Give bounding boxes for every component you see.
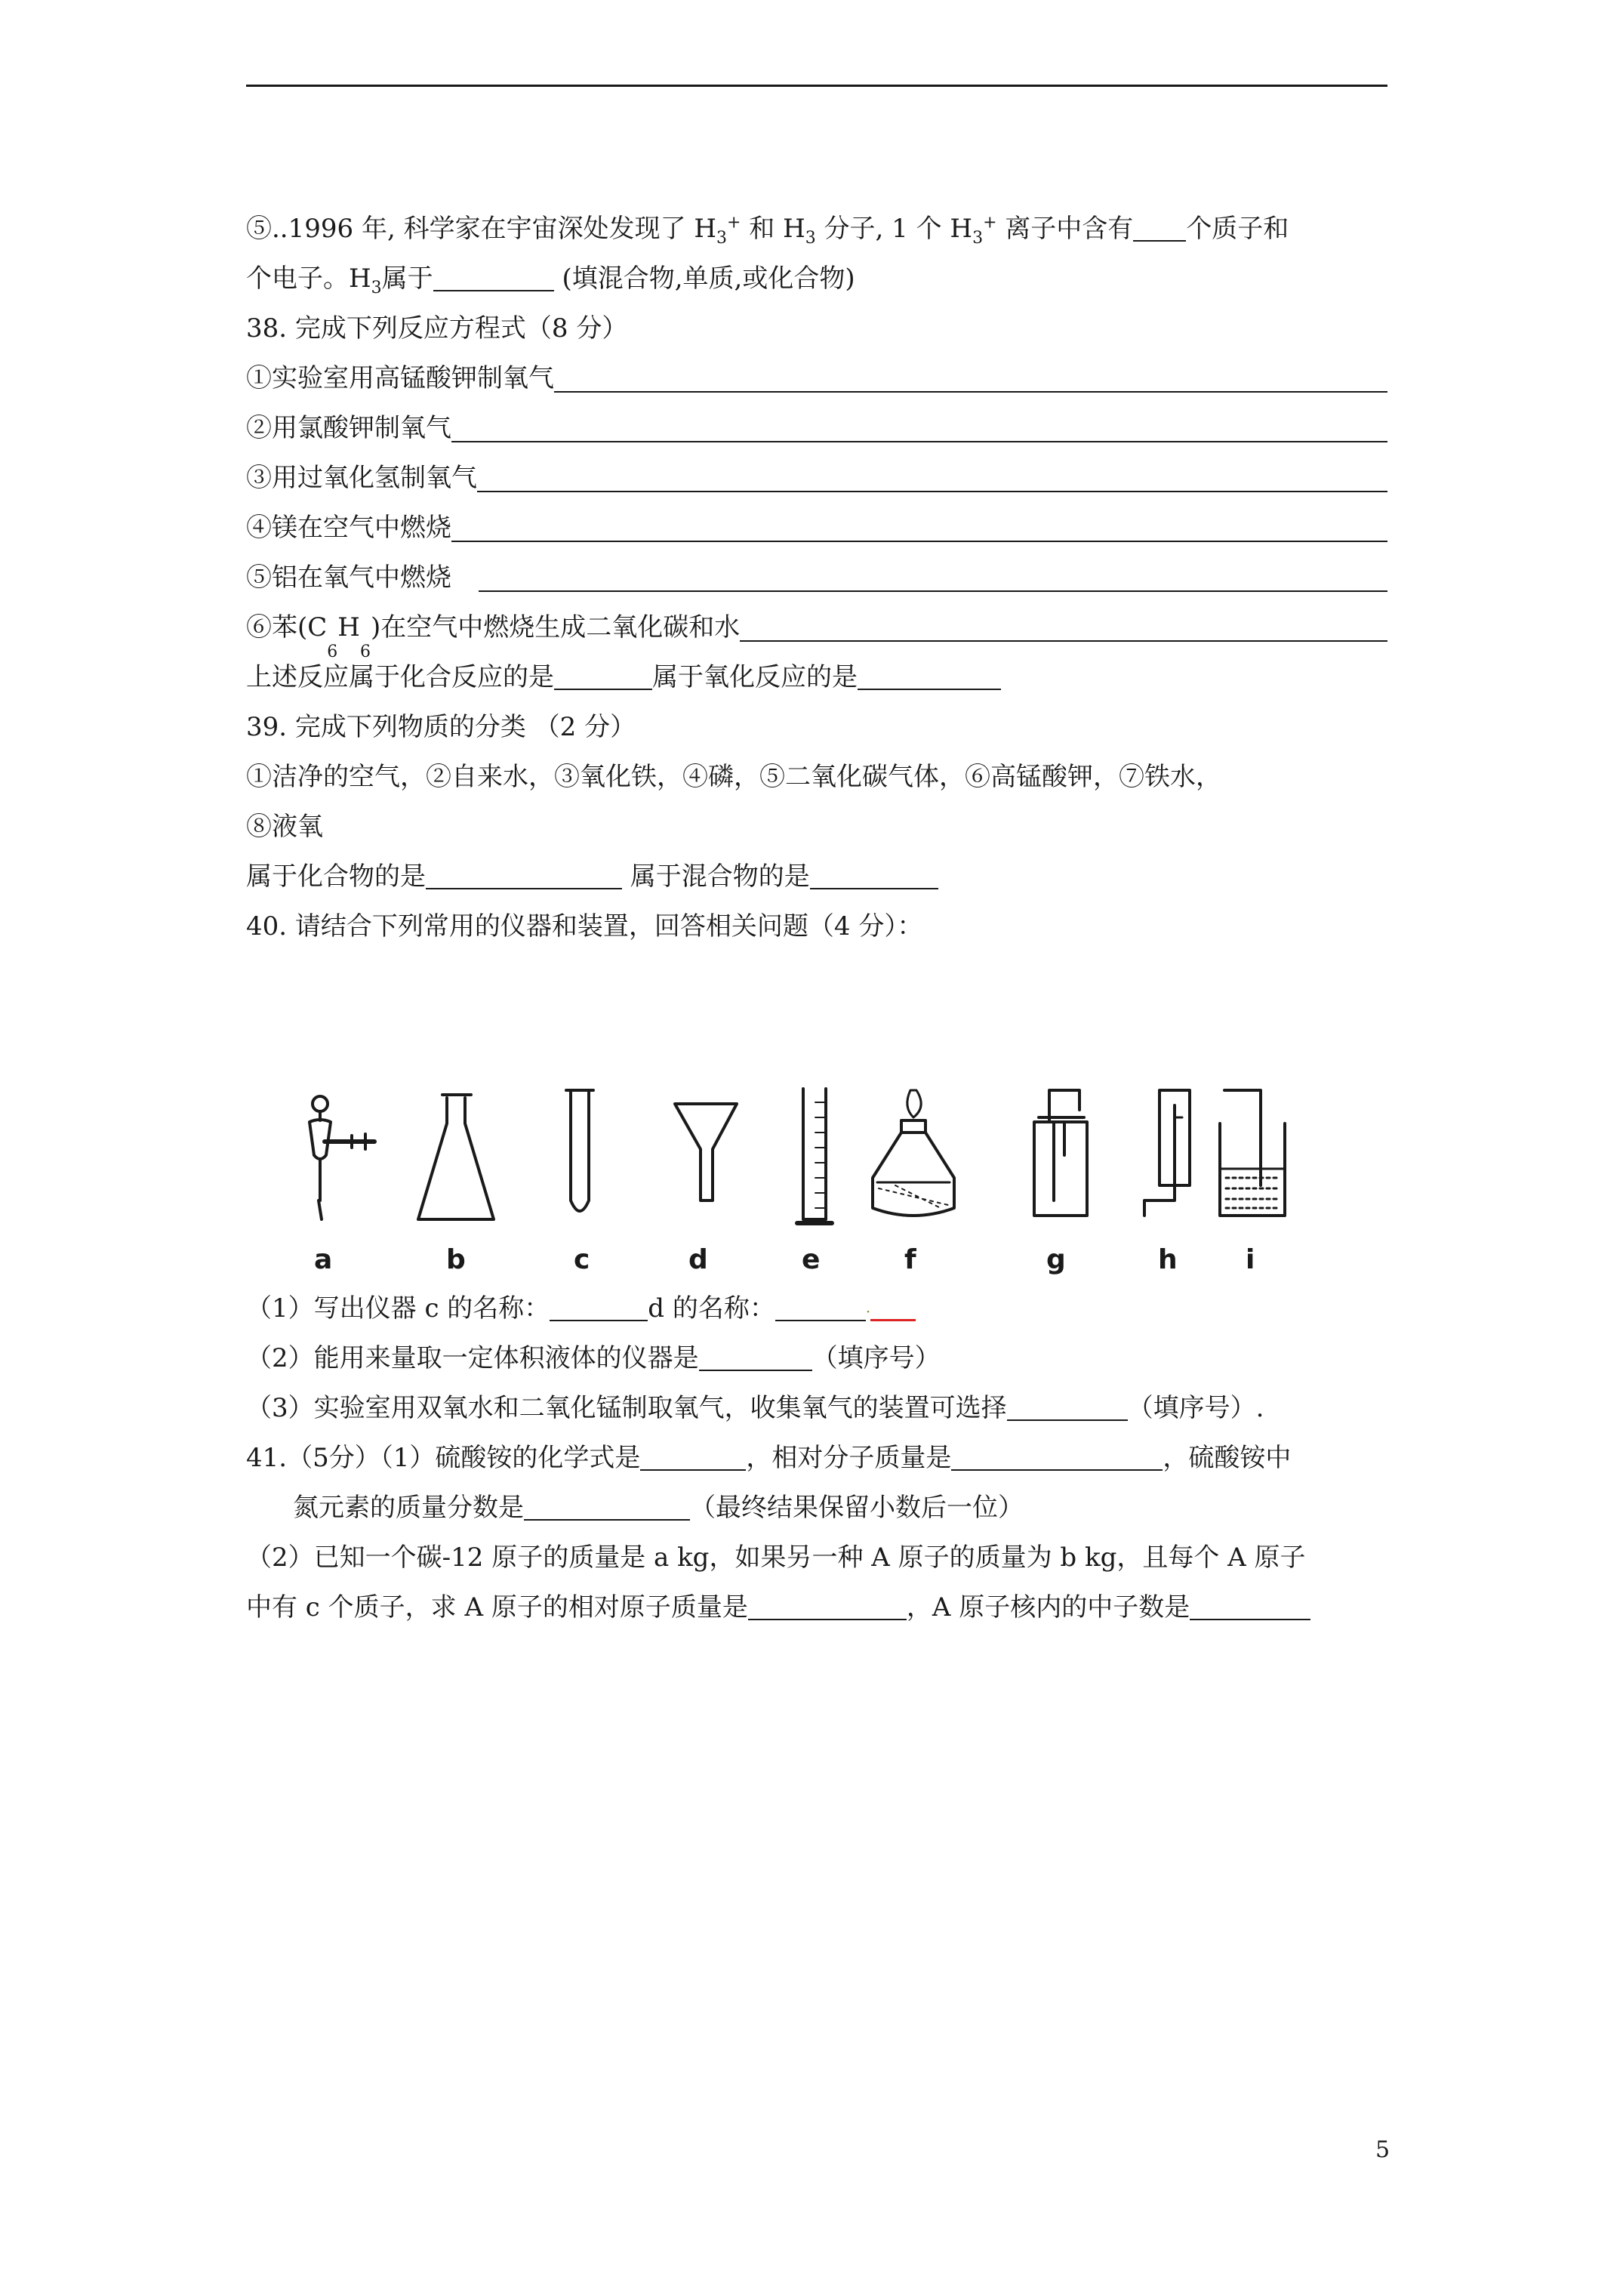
q37-5-line2 [246,254,1387,304]
apparatus-label-b: b [446,1244,466,1275]
q39-title: 39. 完成下列物质的分类 （2 分） [246,712,636,742]
subscript: 3 [805,228,816,248]
q41-text: 氮元素的质量分数是 [293,1493,524,1523]
sub-question-text: （3）实验室用双氧水和二氧化锰制取氧气，收集氧气的装置可选择 [246,1393,1007,1423]
q41-line4 [246,1583,1387,1632]
apparatus-i-beaker [1220,1090,1285,1216]
apparatus-c-test-tube [566,1090,593,1211]
q41-text: 中有 c 个质子，求 A 原子的相对原子质量是 [246,1592,748,1623]
q41-line2 [246,1483,1387,1533]
equation-blank[interactable] [477,461,1387,492]
oxygen-collection-blank[interactable] [1007,1389,1128,1421]
relative-atomic-mass-blank[interactable] [748,1589,907,1620]
apparatus-label-c: c [574,1244,590,1275]
sub-question-text: （2）能用来量取一定体积液体的仪器是 [246,1343,699,1373]
q38-title: 38. 完成下列反应方程式（8 分） [246,313,628,344]
apparatus-label-g: g [1046,1244,1066,1275]
apparatus-label-f: f [904,1244,916,1275]
q40-q41-block [246,1284,1387,1632]
summary-text: 属于氧化反应的是 [652,662,858,692]
q41-text: 41.（5分）（1）硫酸铵的化学式是 [246,1443,641,1473]
q37-5-text: 和 H [741,214,805,244]
apparatus-f-alcohol-lamp [873,1090,954,1216]
q40-sub1 [246,1284,1387,1333]
molecular-mass-blank[interactable] [951,1439,1163,1471]
q37-5-text: 个电子。H [246,264,371,294]
equation-prompt: ②用氯酸钾制氧气 [246,413,451,443]
q38-item-4 [246,503,1387,553]
header-rule [246,85,1387,87]
combination-reaction-blank[interactable] [554,658,652,690]
equation-blank[interactable] [451,411,1387,442]
sub-question-text: （填序号）. [1127,1393,1264,1423]
q38-item-3 [246,453,1387,503]
equation-prompt: ⑥苯(C [246,612,328,643]
sub-question-text: d 的名称： [648,1293,775,1324]
q37-5-text: 个质子和 [1186,214,1289,244]
apparatus-label-a: a [314,1244,333,1275]
q37-5-text: (填混合物,单质,或化合物) [553,264,855,294]
q38-item-5 [246,553,1387,603]
equation-blank[interactable] [740,610,1387,642]
instrument-d-name-blank[interactable] [775,1290,866,1321]
apparatus-e-graduated-cylinder [797,1089,832,1223]
apparatus-a-separatory-funnel [310,1096,374,1219]
q37-5-text: 离子中含有 [996,214,1134,244]
apparatus-d-funnel [675,1104,737,1200]
q40-sub2 [246,1333,1387,1383]
apparatus-g-gas-bottle [1034,1090,1087,1216]
sub-question-text: （1）写出仪器 c 的名称： [246,1293,550,1324]
question-content [246,204,1387,951]
q38-summary [246,652,1387,702]
compound-blank[interactable] [426,858,622,889]
q37-5-text: 分子, 1 个 H [815,214,973,244]
proton-count-blank[interactable] [1133,210,1186,242]
apparatus-label-d: d [688,1244,708,1275]
q41-text: ，硫酸铵中 [1163,1443,1292,1473]
apparatus-label-h: h [1158,1244,1178,1275]
summary-text: 上述反应属于化合反应的是 [246,662,554,692]
equation-prompt: ③用过氧化氢制氧气 [246,463,477,493]
apparatus-figure [291,1087,1333,1276]
apparatus-label-i: i [1246,1244,1255,1275]
equation-prompt: )在空气中燃烧生成二氧化碳和水 [370,612,741,643]
answer-text: 属于化合物的是 [246,861,426,892]
q41-line1 [246,1433,1387,1483]
neutron-count-blank[interactable] [1190,1589,1310,1620]
stray-mark: · [865,1302,871,1321]
q37-5-line1 [246,204,1387,254]
apparatus-drawing [291,1087,1333,1276]
equation-blank[interactable] [554,361,1387,393]
apparatus-h-collection-setup [1144,1090,1190,1216]
q37-5-text: 属于 [381,264,433,294]
mixture-blank[interactable] [810,858,938,889]
nitrogen-fraction-blank[interactable] [524,1489,690,1521]
sub-question-text: （填序号） [812,1343,941,1373]
q39-list-line1: ①洁净的空气，②自来水，③氧化铁，④磷，⑤二氧化碳气体，⑥高锰酸钾，⑦铁水， [246,762,1221,792]
equation-blank[interactable] [479,560,1387,592]
q39-answer [246,852,1387,901]
superscript: + [727,213,741,233]
oxidation-reaction-blank[interactable] [858,658,1001,690]
superscript: + [983,213,997,233]
equation-prompt: ①实验室用高锰酸钾制氧气 [246,363,554,393]
q38-item-6: ⑥苯(C 6 H 6 )在空气中燃烧生成二氧化碳和水 [246,603,1387,652]
q41-text: ，A 原子核内的中子数是 [906,1592,1190,1623]
q37-5-text: ⑤..1996 年, 科学家在宇宙深处发现了 H [246,214,717,244]
q41-text: ，相对分子质量是 [746,1443,952,1473]
q40-title: 40. 请结合下列常用的仪器和装置，回答相关问题（4 分）： [246,911,923,942]
subscript: 3 [972,228,984,248]
answer-text: 属于混合物的是 [622,861,810,892]
equation-prompt: ⑤铝在氧气中燃烧 [246,562,451,593]
apparatus-label-e: e [802,1244,821,1275]
q41-line3: （2）已知一个碳-12 原子的质量是 a kg，如果另一种 A 原子的质量为 b kg，且每个 A 原子 [246,1542,1306,1573]
equation-prompt: H [337,612,360,643]
apparatus-b-conical-flask [418,1095,494,1219]
q41-text: （最终结果保留小数后一位） [690,1493,1024,1523]
q38-item-2 [246,403,1387,453]
red-underline-mark [870,1289,916,1321]
q39-list-line2: ⑧液氧 [246,812,323,842]
instrument-c-name-blank[interactable] [550,1290,648,1321]
subscript: 3 [371,278,382,297]
equation-blank[interactable] [451,510,1387,542]
q40-sub3 [246,1383,1387,1433]
q38-item-1 [246,353,1387,403]
subscript: 3 [716,228,728,248]
h3-classification-blank[interactable] [433,260,554,291]
measuring-instrument-blank[interactable] [699,1339,812,1371]
ammonium-sulfate-formula-blank[interactable] [640,1439,746,1471]
equation-prompt: ④镁在空气中燃烧 [246,513,451,543]
page-number: 5 [1375,2137,1390,2163]
